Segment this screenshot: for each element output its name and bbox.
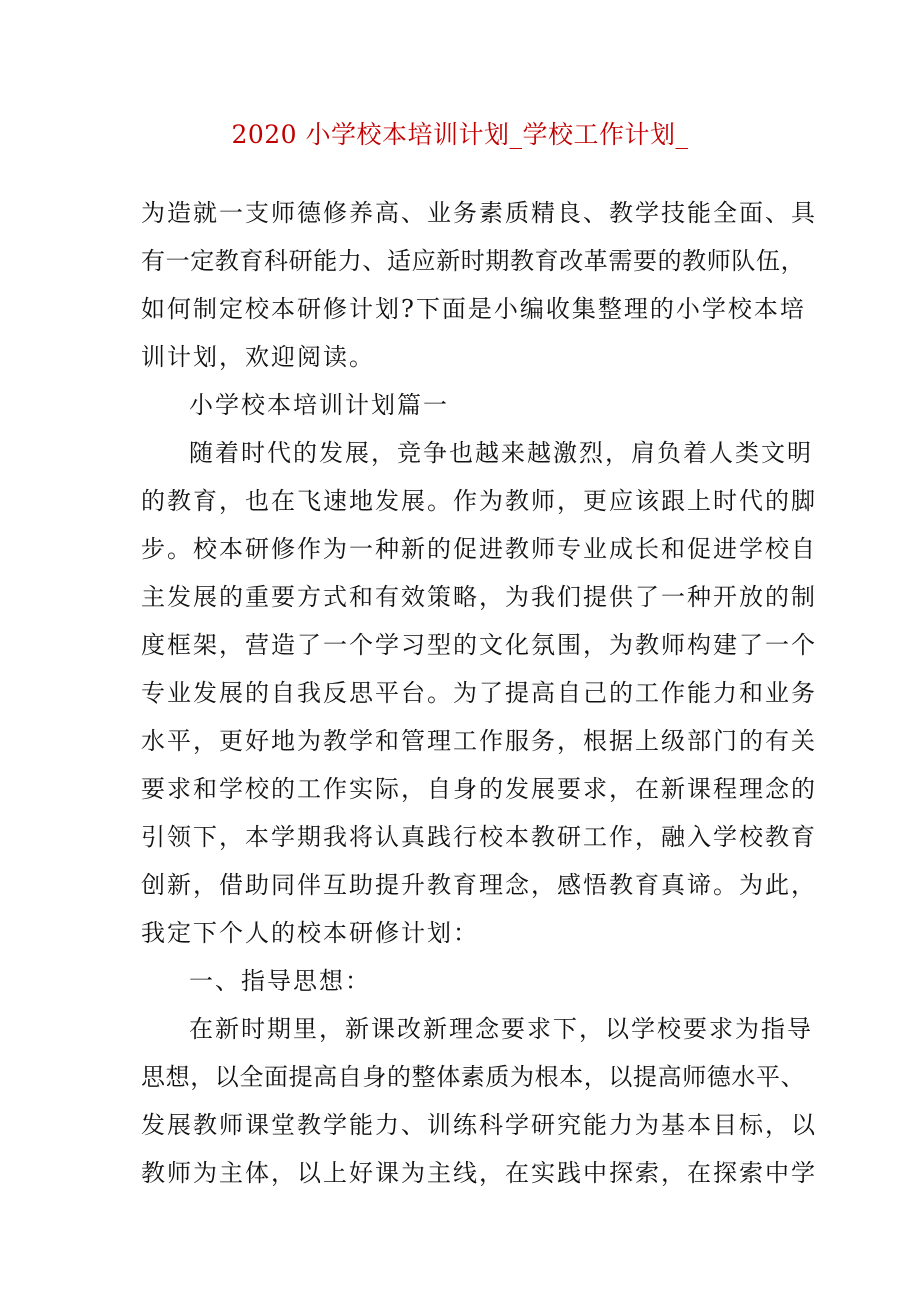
text-line: 我定下个人的校本研修计划： (141, 919, 479, 947)
text-line: 随着时代的发展，竞争也越来越激烈，肩负着人类文明 (189, 439, 813, 467)
text-line: 发展教师课堂教学能力、训练科学研究能力为基本目标，以 (141, 1111, 817, 1139)
text-line: 教师为主体，以上好课为主线，在实践中探索，在探索中学 (141, 1159, 817, 1187)
text-line: 为造就一支师德修养高、业务素质精良、教学技能全面、具 (141, 199, 817, 227)
text-line: 训计划，欢迎阅读。 (141, 343, 375, 371)
text-line: 主发展的重要方式和有效策略，为我们提供了一种开放的制 (141, 583, 817, 611)
subsection-heading: 一、指导思想： (189, 967, 371, 995)
body-paragraph (141, 1005, 817, 1197)
text-line: 思想，以全面提高自身的整体素质为根本，以提高师德水平、 (141, 1063, 806, 1091)
section-heading-paragraph (141, 381, 781, 429)
text-line: 专业发展的自我反思平台。为了提高自己的工作能力和业务 (141, 679, 817, 707)
body-paragraph (141, 429, 817, 957)
text-line: 的教育，也在飞速地发展。作为教师，更应该跟上时代的脚 (141, 487, 817, 515)
text-line: 如何制定校本研修计划?下面是小编收集整理的小学校本培 (141, 295, 806, 323)
text-line: 度框架，营造了一个学习型的文化氛围，为教师构建了一个 (141, 631, 817, 659)
subsection-heading-paragraph (141, 957, 781, 1005)
document-title: 2020 小学校本培训计划_学校工作计划_ (231, 120, 689, 149)
text-line: 步。校本研修作为一种新的促进教师专业成长和促进学校自 (141, 535, 817, 563)
text-line: 在新时期里，新课改新理念要求下，以学校要求为指导 (189, 1015, 813, 1043)
section-heading: 小学校本培训计划篇一 (189, 391, 449, 419)
document-body (141, 189, 817, 1197)
intro-paragraph (141, 189, 817, 381)
text-line: 要求和学校的工作实际，自身的发展要求，在新课程理念的 (141, 775, 817, 803)
text-line: 水平，更好地为教学和管理工作服务，根据上级部门的有关 (141, 727, 817, 755)
text-line: 创新，借助同伴互助提升教育理念，感悟教育真谛。为此， (141, 871, 817, 899)
text-line: 有一定教育科研能力、适应新时期教育改革需要的教师队伍， (141, 247, 806, 275)
text-line: 引领下，本学期我将认真践行校本教研工作，融入学校教育 (141, 823, 817, 851)
